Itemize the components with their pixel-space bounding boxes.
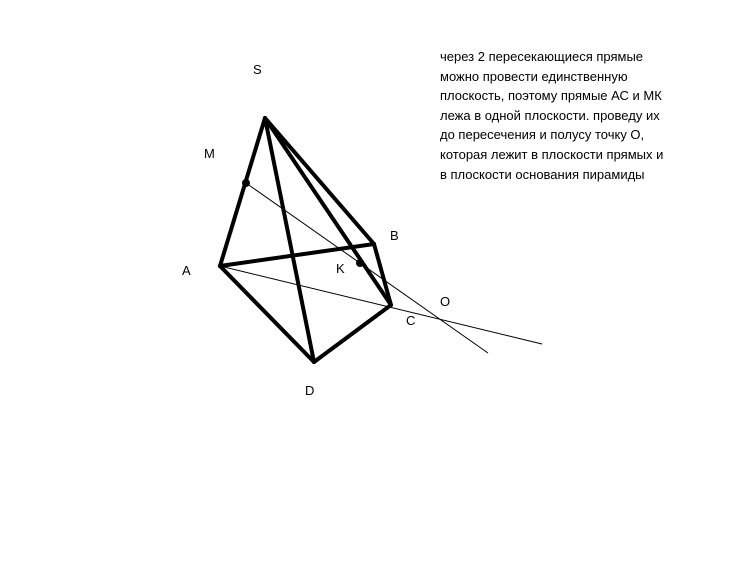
explanation-note <box>440 47 740 184</box>
label-k: K <box>336 261 345 276</box>
label-s: S <box>253 62 262 77</box>
note-line: лежа в одной плоскости. проведу их <box>440 107 660 123</box>
note-line: можно провести единственную <box>440 68 628 84</box>
edge-ad <box>220 266 314 362</box>
edge-sb <box>265 118 374 244</box>
label-o: O <box>440 294 451 309</box>
note-line: через 2 пересекающиеся прямые <box>440 49 644 64</box>
note-line: плоскость, поэтому прямые АС и МК <box>440 88 662 104</box>
edge-ab <box>220 244 374 266</box>
note-line: которая лежит в плоскости прямых и <box>440 146 664 162</box>
label-a: A <box>182 263 191 278</box>
label-c: C <box>406 313 416 328</box>
edge-dc <box>314 305 391 362</box>
label-m: M <box>204 146 215 161</box>
note-line: в плоскости основания пирамиды <box>440 166 645 182</box>
point-k <box>356 259 364 267</box>
label-b: B <box>390 228 399 243</box>
point-m <box>242 179 250 187</box>
label-d: D <box>305 383 315 398</box>
note-line: до пересечения и полусу точку О, <box>440 127 645 143</box>
